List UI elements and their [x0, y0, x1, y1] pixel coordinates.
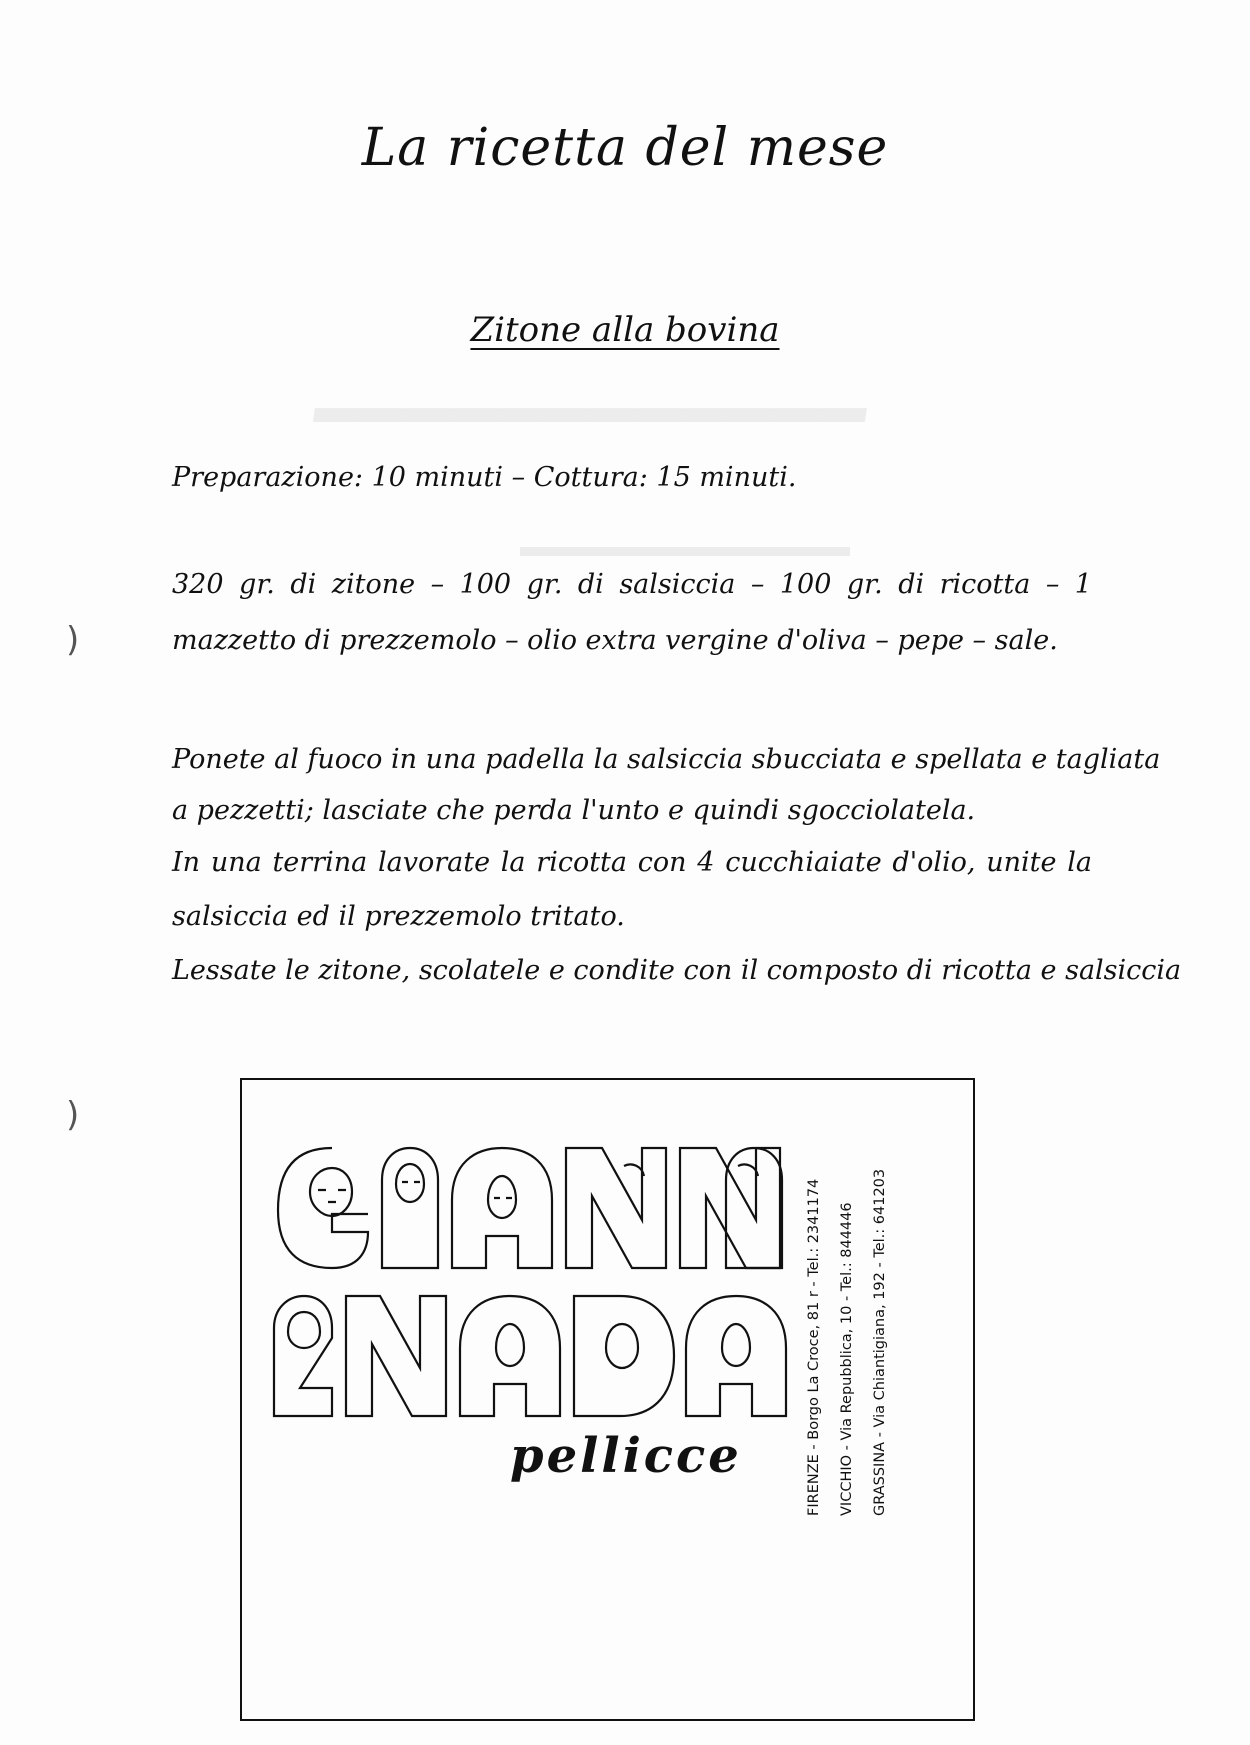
ingredients-line: 320 gr. di zitone – 100 gr. di salsiccia – 100 gr. di ricotta – 1	[172, 569, 1092, 600]
logo-letter-a	[686, 1296, 786, 1416]
store-address: GRASSINA - Via Chiantigiana, 192 - Tel.: 641203	[872, 1168, 888, 1516]
prep-times: Preparazione: 10 minuti – Cottura: 15 minuti.	[172, 462, 797, 493]
logo-letter-g	[278, 1148, 368, 1268]
ad-border	[973, 1078, 975, 1721]
instruction-line: a pezzetti; lasciate che perda l'unto e quindi sgocciolatela.	[172, 795, 976, 826]
instruction-line: In una terrina lavorate la ricotta con 4 cucchiaiate d'olio, unite la	[172, 847, 1092, 878]
logo-letter-n	[680, 1148, 780, 1268]
logo-letter-z	[274, 1296, 332, 1416]
store-address: VICCHIO - Via Repubblica, 10 - Tel.: 844446	[839, 1202, 855, 1516]
ad-tagline: pellicce	[510, 1428, 742, 1484]
brand-logo-icon	[270, 1140, 790, 1425]
instruction-line: salsiccia ed il prezzemolo tritato.	[172, 901, 625, 932]
ingredients-line: mazzetto di prezzemolo – olio extra vergine d'oliva – pepe – sale.	[172, 625, 1058, 656]
logo-letter-a	[460, 1296, 560, 1416]
dish-name: Zitone alla bovina	[470, 310, 780, 350]
ad-border	[240, 1078, 975, 1080]
logo-letter-i	[382, 1148, 438, 1268]
logo-letter-n	[566, 1148, 666, 1268]
bleed-through-mark: ▬▬▬▬▬▬▬▬▬▬▬▬	[311, 381, 871, 432]
ad-border	[240, 1719, 975, 1721]
punch-hole-mark: )	[66, 620, 80, 660]
punch-hole-mark: )	[66, 1095, 80, 1135]
page-title: La ricetta del mese	[361, 118, 889, 178]
instruction-line: Lessate le zitone, scolatele e condite con il composto di ricotta e salsiccia	[172, 955, 1182, 986]
logo-letter-a	[452, 1148, 552, 1268]
store-address: FIRENZE - Borgo La Croce, 81 r - Tel.: 2341174	[806, 1178, 822, 1516]
instruction-line: Ponete al fuoco in una padella la salsiccia sbucciata e spellata e tagliata	[172, 744, 1161, 775]
logo-letter-d	[574, 1296, 674, 1416]
logo-letter-n	[346, 1296, 446, 1416]
bleed-through-mark: ▬▬▬▬▬▬▬▬▬▬▬	[520, 530, 850, 563]
logo-letter-i	[726, 1148, 782, 1268]
fur-shop-advertisement	[240, 1078, 975, 1723]
ad-border	[240, 1078, 242, 1720]
